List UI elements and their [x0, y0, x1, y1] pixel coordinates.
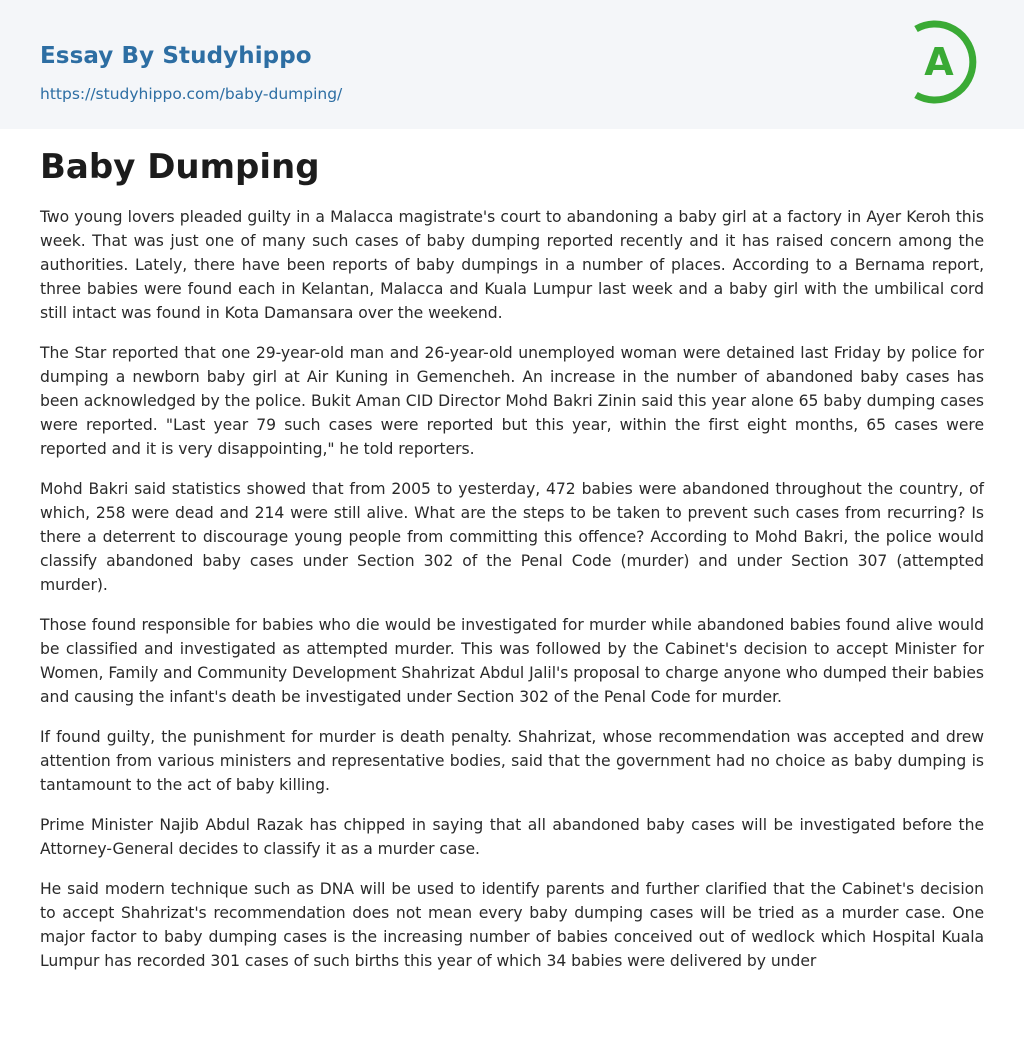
site-header	[0, 0, 1024, 129]
paragraph: Prime Minister Najib Abdul Razak has chipped in saying that all abandoned baby cases will be investigated before the Attorney-General decides to classify it as a murder case.	[40, 816, 984, 858]
source-url-link[interactable]: https://studyhippo.com/baby-dumping/	[40, 85, 343, 103]
paragraph: The Star reported that one 29-year-old man and 26-year-old unemployed woman were detained last Friday by police for dumping a newborn baby girl at Air Kuning in Gemencheh. An increase in the number of abandoned baby cases has been acknowledged by the police. Bukit Aman CID Director Mohd Bakri Zinin said this year alone 65 baby dumping cases were reported. "Last year 79 such cases were reported but this year, within the first eight months, 65 cases were reported and it is very disappointing," he told reporters.	[40, 344, 984, 458]
page-title: Baby Dumping	[40, 147, 320, 187]
paragraph: Mohd Bakri said statistics showed that from 2005 to yesterday, 472 babies were abandoned throughout the country, of which, 258 were dead and 214 were still alive. What are the steps to be taken to prevent such cases from recurring? Is there a deterrent to discourage young people from committing this offence? According to Mohd Bakri, the police would classify abandoned baby cases under Section 302 of the Penal Code (murder) and under Section 307 (attempted murder).	[40, 480, 984, 594]
logo-letter: A	[924, 40, 954, 84]
site-brand: Essay By Studyhippo	[40, 43, 312, 69]
paragraph: Those found responsible for babies who die would be investigated for murder while abandoned babies found alive would be classified and investigated as attempted murder. This was followed by the Cabinet's decision to accept Minister for Women, Family and Community Development Shahrizat Abdul Jalil's proposal to charge anyone who dumped their babies and causing the infant's death be investigated under Section 302 of the Penal Code for murder.	[40, 616, 984, 706]
article	[40, 143, 984, 989]
paragraph: Two young lovers pleaded guilty in a Malacca magistrate's court to abandoning a baby girl at a factory in Ayer Keroh this week. That was just one of many such cases of baby dumping reported recently and it has raised concern among the authorities. Lately, there have been reports of baby dumpings in a number of places. According to a Bernama report, three babies were found each in Kelantan, Malacca and Kuala Lumpur last week and a baby girl with the umbilical cord still intact was found in Kota Damansara over the weekend.	[40, 208, 984, 322]
paragraph: If found guilty, the punishment for murder is death penalty. Shahrizat, whose recommendation was accepted and drew attention from various ministers and representative bodies, said that the government had no choice as baby dumping is tantamount to the act of baby killing.	[40, 728, 984, 794]
paragraph: He said modern technique such as DNA will be used to identify parents and further clarified that the Cabinet's decision to accept Shahrizat's recommendation does not mean every baby dumping cases will be tried as a murder case. One major factor to baby dumping cases is the increasing number of babies conceived out of wedlock which Hospital Kuala Lumpur has recorded 301 cases of such births this year of which 34 babies were delivered by under	[40, 880, 984, 970]
studyhippo-logo-icon[interactable]	[906, 20, 986, 104]
article-body	[40, 205, 984, 973]
